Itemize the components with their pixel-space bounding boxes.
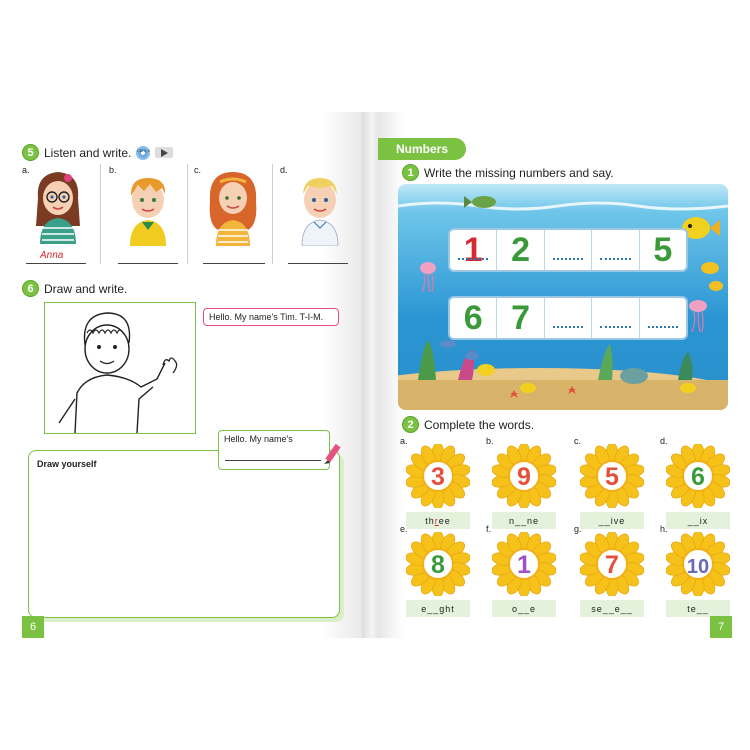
exercise-2-badge: 2 [402,416,419,433]
sunflower-icon [580,444,644,508]
sunflower-icon [406,532,470,596]
divider [272,164,273,264]
number-value: 5 [653,231,673,269]
word-text: ee [438,515,451,526]
item-a-letter: a. [22,165,30,175]
item-d-letter: d. [280,165,288,175]
tim-picture-frame [44,302,196,434]
word-answer-box[interactable] [580,512,644,529]
tim-drawing-image [45,303,195,433]
answer-line-c[interactable] [203,263,265,264]
number-cell[interactable] [592,298,639,338]
page-number-left: 6 [22,616,44,638]
number-cell[interactable] [450,230,497,270]
number-cell[interactable] [450,298,497,338]
flower-number: 9 [517,463,531,491]
pencil-icon [322,442,348,468]
sunflower-icon [580,532,644,596]
write-dots [553,258,583,260]
exercise-2-heading [402,416,534,433]
tim-speech-bubble: Hello. My name's Tim. T-I-M. [203,308,339,326]
word-answer-box[interactable] [580,600,644,617]
flower-number: 6 [691,463,705,491]
exercise-2-title: Complete the words. [424,417,535,432]
number-cell[interactable] [592,230,639,270]
word-item-letter: b. [486,436,494,446]
word-text: th [425,515,435,526]
word-answer-box[interactable] [406,600,470,617]
word-text: o__e [511,603,537,614]
number-cell[interactable] [545,298,592,338]
flower-number: 10 [686,556,710,578]
item-c-letter: c. [194,165,202,175]
flower-number: 5 [605,463,619,491]
girl-with-glasses-image [28,168,88,244]
section-tab-numbers: Numbers [378,138,466,160]
exercise-5-heading [22,144,173,161]
page-number-right: 7 [710,616,732,638]
number-row-1 [448,228,688,272]
item-b-letter: b. [109,165,117,175]
word-item-letter: f. [486,524,492,534]
word-answer-box[interactable] [406,512,470,529]
flower-number: 1 [517,551,531,579]
sunflower-icon [492,444,556,508]
word-item-letter: d. [660,436,668,446]
write-dots [600,258,630,260]
write-dots [458,258,488,260]
flower-number: 8 [431,551,445,579]
exercise-6-title: Draw and write. [44,281,128,296]
word-text: e__ght [421,603,455,614]
sunflower-icon [492,532,556,596]
cd-icon: CD 1 3 [136,146,150,160]
number-cell[interactable] [497,298,544,338]
answer-line-b[interactable] [118,263,178,264]
word-item-letter: e. [400,524,408,534]
exercise-1-badge: 1 [402,164,419,181]
word-answer-box[interactable] [666,512,730,529]
word-filled-letter: r [434,515,439,526]
play-icon[interactable] [155,147,173,158]
boy-blond-hair-image [290,170,350,246]
word-text: te__ [687,603,709,614]
name-write-line[interactable] [225,460,321,461]
draw-yourself-label: Draw yourself [37,459,97,469]
girl-red-hair-image [202,168,264,246]
right-page [378,112,750,638]
write-dots [600,326,630,328]
word-item-letter: h. [660,524,668,534]
number-cell[interactable] [640,298,686,338]
write-dots [648,326,678,328]
word-item-letter: c. [574,436,582,446]
number-value: 1 [463,231,483,269]
workbook-spread [0,112,750,638]
number-value: 2 [511,231,531,269]
exercise-5-title: Listen and write. [44,145,132,160]
underwater-scene [398,184,728,410]
divider [187,164,188,264]
word-text: n__ne [508,515,540,526]
word-answer-box[interactable] [492,512,556,529]
exercise-5-badge: 5 [22,144,39,161]
answer-line-a[interactable] [26,263,86,264]
sunflower-icon [406,444,470,508]
flower-number: 7 [605,551,619,579]
number-cell[interactable] [497,230,544,270]
left-page [0,112,366,638]
your-bubble-text: Hello. My name's [224,434,293,444]
number-cell[interactable] [640,230,686,270]
draw-yourself-box[interactable] [28,450,340,618]
sunflower-icon [666,444,730,508]
exercise-6-badge: 6 [22,280,39,297]
exercise-1-heading [402,164,614,181]
number-value: 6 [463,299,483,337]
word-item-letter: a. [400,436,408,446]
number-value: 7 [511,299,531,337]
your-speech-bubble [218,430,330,470]
answer-line-d[interactable] [288,263,348,264]
word-item-letter: g. [574,524,582,534]
word-text: __ix [687,515,709,526]
exercise-6-heading [22,280,127,297]
exercise-1-title: Write the missing numbers and say. [424,165,614,180]
write-dots [553,326,583,328]
number-cell[interactable] [545,230,592,270]
divider [100,164,101,264]
word-answer-box[interactable] [666,600,730,617]
word-answer-box[interactable] [492,600,556,617]
flower-number: 3 [431,463,445,491]
number-row-2 [448,296,688,340]
word-text: __ive [598,515,626,526]
boy-yellow-shirt-image [118,170,178,246]
sunflower-icon [666,532,730,596]
item-a-answer: Anna [40,250,64,261]
word-text: se__e__ [591,603,633,614]
